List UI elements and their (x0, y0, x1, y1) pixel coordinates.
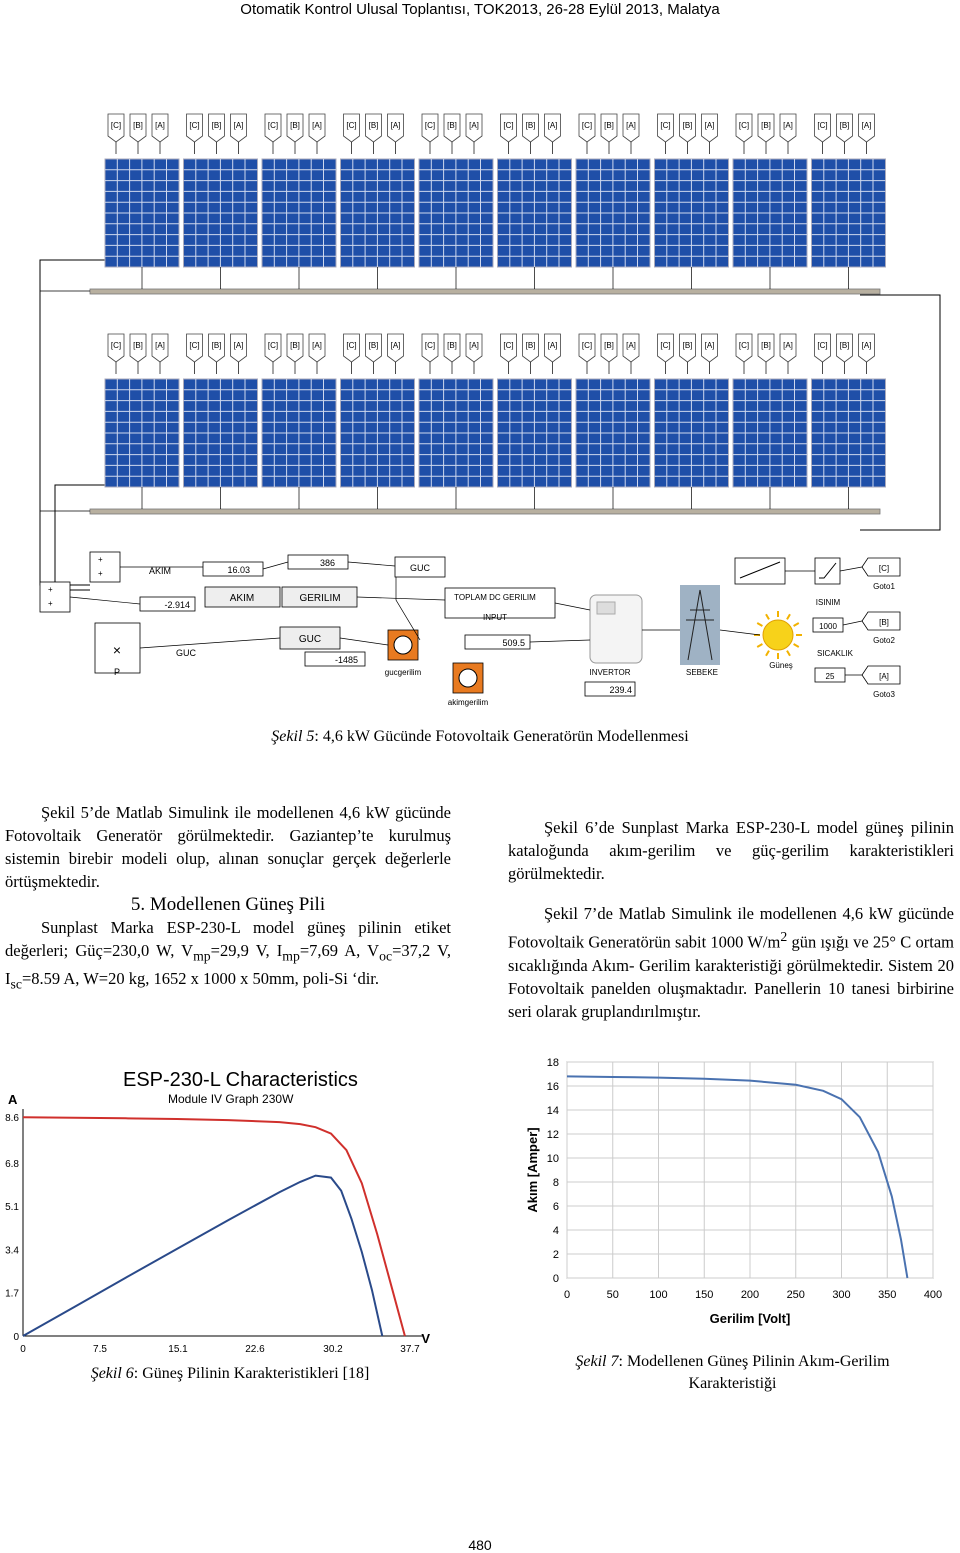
x-tick-label: 0 (20, 1344, 26, 1355)
ramp-block (735, 558, 785, 584)
gucgerilim-label: gucgerilim (384, 668, 422, 677)
y-tick-label: 14 (546, 1105, 559, 1117)
port-label: [B] (839, 341, 850, 350)
wire (720, 630, 760, 635)
guc-left-label: GUC (176, 648, 196, 658)
val25-value: 25 (825, 672, 835, 681)
page-number: 480 (468, 1537, 492, 1553)
sensor-sign: + (98, 569, 103, 578)
port-label: [B] (368, 121, 379, 130)
y-tick-label: 8.6 (5, 1113, 19, 1124)
y-tick-label: 18 (546, 1057, 559, 1069)
wire (140, 638, 280, 648)
goto2-tag: [B] (879, 618, 889, 627)
sun-ray (757, 644, 762, 647)
port-label: [A] (704, 341, 715, 350)
port-label: [A] (312, 121, 322, 130)
chart6-subtitle: Module IV Graph 230W (168, 1092, 294, 1106)
y-tick-label: 12 (546, 1129, 559, 1141)
figure7-chart (505, 1050, 960, 1340)
port-label: [C] (424, 121, 436, 130)
chart6-title: ESP-230-L Characteristics (123, 1069, 358, 1091)
sun-ray (787, 614, 790, 619)
x-tick-label: 15.1 (168, 1344, 188, 1355)
sun-icon (763, 620, 793, 650)
sebeke-image (680, 585, 720, 665)
port-label: [A] (155, 121, 165, 130)
x-tick-label: 0 (563, 1289, 571, 1301)
right-paragraph-1: Şekil 6’de Sunplast Marka ESP-230-L model güneş pilinin kataloğunda akım-gerilim ve güç-gerilim karakteristikleri görülmektedir. (508, 818, 954, 883)
port-label: [C] (817, 121, 828, 130)
sensor-block-1 (90, 552, 120, 582)
port-label: [C] (424, 341, 436, 350)
akimgerilim-label: akimgerilim (447, 698, 489, 707)
port-label: [C] (110, 341, 122, 350)
gunes-label: Güneş (769, 661, 793, 670)
toplam-label: TOPLAM DC GERILIM (454, 593, 536, 602)
y-tick-label: 6 (552, 1201, 559, 1213)
sun-ray (794, 644, 799, 647)
figure7-caption-text-1: : Modellenen Güneş Pilinin Akım-Gerilim (618, 1353, 890, 1370)
chart6-xlabel: V (421, 1331, 430, 1346)
saturation-block (815, 558, 840, 584)
goto3-label: Goto3 (873, 690, 895, 699)
chart7-xlabel: Gerilim [Volt] (709, 1311, 791, 1326)
val386-display (288, 555, 348, 569)
port-label: [C] (738, 121, 750, 130)
port-label: [C] (267, 341, 279, 350)
figure6-chart (0, 1062, 440, 1362)
port-label: [A] (390, 121, 401, 130)
port-label: [C] (346, 341, 357, 350)
goto3-tag: [A] (879, 672, 889, 681)
sun-ray (766, 614, 769, 619)
sebeke-label: SEBEKE (685, 668, 719, 677)
bus-bar-top (90, 289, 880, 294)
port-label: [C] (189, 121, 200, 130)
port-label: [B] (604, 121, 614, 130)
sun-ray (757, 623, 762, 626)
port-label: [B] (133, 121, 143, 130)
left-paragraph-1: Şekil 5’de Matlab Simulink ile modellenen 4,6 kW gücünde Fotovoltaik Generatör görülmektedir. Gaziantep’te kurulmuş sistemin birebir modeli olup, alınan sonuçlar gerçek değerlerle örtüşmektedir. (5, 803, 451, 891)
goto2-label: Goto2 (873, 636, 895, 645)
port-label: [B] (682, 121, 693, 130)
port-label: [A] (626, 121, 636, 130)
bus-bar-bottom (90, 509, 880, 514)
port-label: [A] (469, 121, 479, 130)
port-label: [C] (660, 121, 671, 130)
section-heading: 5. Modellenen Güneş Pili (130, 894, 326, 915)
x-tick-label: 7.5 (93, 1344, 107, 1355)
port-label: [B] (447, 341, 457, 350)
wire (40, 260, 105, 585)
guc-top-label: GUC (410, 563, 430, 573)
x-tick-label: 100 (649, 1289, 668, 1301)
figure7-caption-text-2: Karakteristiği (688, 1375, 777, 1392)
product-symbol: × (112, 642, 122, 658)
port-label: [A] (861, 341, 872, 350)
guc2-label: GUC (298, 634, 322, 645)
wire (530, 640, 590, 642)
y-tick-label: 6.8 (5, 1158, 19, 1170)
port-label: [C] (346, 121, 357, 130)
val509-value: 509.5 (502, 638, 525, 648)
wire (840, 567, 862, 571)
y-tick-label: 0 (552, 1273, 559, 1285)
wire (263, 562, 288, 569)
isinim-label: ISINIM (815, 598, 841, 607)
y-tick-label: 0 (13, 1332, 19, 1343)
port-label: [C] (503, 341, 514, 350)
y-tick-label: 2 (552, 1249, 559, 1261)
akim2-label: AKIM (229, 593, 255, 604)
goto1-tag: [C] (878, 564, 890, 573)
port-label: [B] (839, 121, 850, 130)
port-label: [B] (368, 341, 379, 350)
y-tick-label: 4 (552, 1225, 559, 1237)
port-label: [C] (660, 341, 671, 350)
sensor-sign: + (98, 555, 103, 564)
port-label: [A] (783, 121, 793, 130)
port-label: [A] (233, 341, 244, 350)
wire (340, 638, 388, 645)
y-tick-label: 5.1 (5, 1202, 19, 1214)
sun-ray (766, 651, 769, 656)
sensor-sign: + (48, 585, 53, 594)
port-label: [C] (503, 121, 514, 130)
x-tick-label: 30.2 (323, 1344, 343, 1355)
val239-value: 239.4 (609, 685, 632, 695)
neg1485-value: -1485 (334, 655, 358, 665)
figure6-caption-text: : Güneş Pilinin Karakteristikleri [18] (133, 1365, 370, 1382)
right-column (508, 816, 954, 1023)
sensor-block-2 (40, 582, 70, 612)
akim-label: AKIM (148, 566, 172, 576)
port-label: [C] (817, 341, 828, 350)
port-label: [A] (390, 341, 401, 350)
port-label: [B] (290, 121, 300, 130)
port-label: [C] (581, 341, 593, 350)
port-label: [B] (133, 341, 143, 350)
port-label: [A] (626, 341, 636, 350)
simulink-model-figure (0, 100, 960, 720)
x-tick-label: 300 (832, 1289, 851, 1301)
series-line-1 (23, 1176, 382, 1336)
port-label: [B] (525, 341, 536, 350)
port-label: [C] (738, 341, 750, 350)
sensor-sign: + (48, 599, 53, 608)
invertor-display (597, 602, 615, 614)
series-line-0 (567, 1076, 907, 1278)
input-label: INPUT (483, 613, 507, 622)
left-paragraph-2: Sunplast Marka ESP-230-L model güneş pilinin etiket değerleri; Güç=230,0 W, $V_{mp}=29,9$ V, $I_{mp}=7,69$ A, $V_{oc}=37,2$ V, $I_{sc}=8.59$ A, W=20 kg, 1652 x 1000 x 50mm, poli-Si ‘dir. (5, 918, 452, 992)
port-label: [A] (469, 341, 479, 350)
sicaklik-label: SICAKLIK (816, 649, 854, 658)
chart6-ylabel: A (8, 1092, 18, 1107)
neg2914-value: -2.914 (164, 600, 190, 610)
x-tick-label: 22.6 (245, 1344, 265, 1355)
x-tick-label: 150 (695, 1289, 714, 1301)
port-label: [A] (861, 121, 872, 130)
x-tick-label: 200 (740, 1289, 760, 1301)
y-tick-label: 3.4 (5, 1245, 19, 1257)
port-label: [A] (312, 341, 322, 350)
port-label: [B] (290, 341, 300, 350)
scope-icon (459, 669, 477, 687)
wire (357, 597, 445, 600)
invertor-label: INVERTOR (589, 668, 631, 677)
port-label: [C] (267, 121, 279, 130)
x-tick-label: 400 (923, 1289, 943, 1301)
akim-value: 16.03 (227, 565, 250, 575)
val386-value: 386 (319, 558, 335, 568)
val1000-value: 1000 (819, 622, 837, 631)
x-tick-label: 250 (786, 1289, 805, 1301)
port-label: [C] (581, 121, 593, 130)
figure7-caption (505, 1351, 960, 1395)
y-tick-label: 10 (546, 1153, 559, 1165)
y-tick-label: 1.7 (5, 1288, 19, 1300)
figure5-caption-text: : 4,6 kW Gücünde Fotovoltaik Generatörün Modellenmesi (314, 728, 689, 745)
goto1-label: Goto1 (873, 582, 895, 591)
y-tick-label: 8 (552, 1177, 559, 1189)
port-label: [B] (682, 341, 693, 350)
page-header: Otomatik Kontrol Ulusal Toplantısı, TOK2013, 26-28 Eylül 2013, Malatya (240, 1, 720, 18)
port-label: [B] (211, 121, 222, 130)
port-label: [A] (704, 121, 715, 130)
wire (555, 603, 590, 610)
port-label: [C] (110, 121, 122, 130)
port-label: [B] (604, 341, 614, 350)
figure5-caption-label: Şekil 5 (271, 728, 315, 745)
port-label: [B] (211, 341, 222, 350)
x-tick-label: 37.7 (400, 1344, 420, 1355)
wire (70, 597, 140, 604)
port-label: [B] (447, 121, 457, 130)
port-label: [A] (233, 121, 244, 130)
wire (843, 621, 862, 625)
sun-ray (787, 651, 790, 656)
port-label: [A] (783, 341, 793, 350)
figure7-caption-label: Şekil 7 (575, 1353, 619, 1370)
x-tick-label: 350 (878, 1289, 897, 1301)
figure6-caption (40, 1365, 420, 1383)
port-label: [A] (547, 341, 558, 350)
sun-ray (794, 623, 799, 626)
port-label: [A] (547, 121, 558, 130)
scope-icon (394, 636, 412, 654)
chart7-ylabel: Akım [Amper] (525, 1127, 540, 1213)
right-paragraph-2: Şekil 7’de Matlab Simulink ile modellenen 4,6 kW gücünde Fotovoltaik Generatörün sabit 1000 $W/m^2$ gün ışığı ve 25° C ortam sıcaklığında Akım- Gerilim karakteristiği görülmektedir. Sistem 20 Fotovoltaik panelden oluşmaktadır. Panellerin 10 tanesi birbirine seri olarak gruplandırılmıştır. (508, 904, 954, 1021)
port-label: [A] (155, 341, 165, 350)
gerilim-label: GERILIM (299, 593, 341, 604)
p-label: P (113, 667, 121, 677)
wire (348, 562, 395, 566)
figure5-caption (0, 728, 960, 746)
left-column (5, 801, 451, 996)
x-tick-label: 50 (606, 1289, 619, 1301)
port-label: [B] (761, 341, 771, 350)
port-label: [C] (189, 341, 200, 350)
y-tick-label: 16 (546, 1081, 559, 1093)
figure6-caption-label: Şekil 6 (90, 1365, 134, 1382)
port-label: [B] (761, 121, 771, 130)
port-label: [B] (525, 121, 536, 130)
